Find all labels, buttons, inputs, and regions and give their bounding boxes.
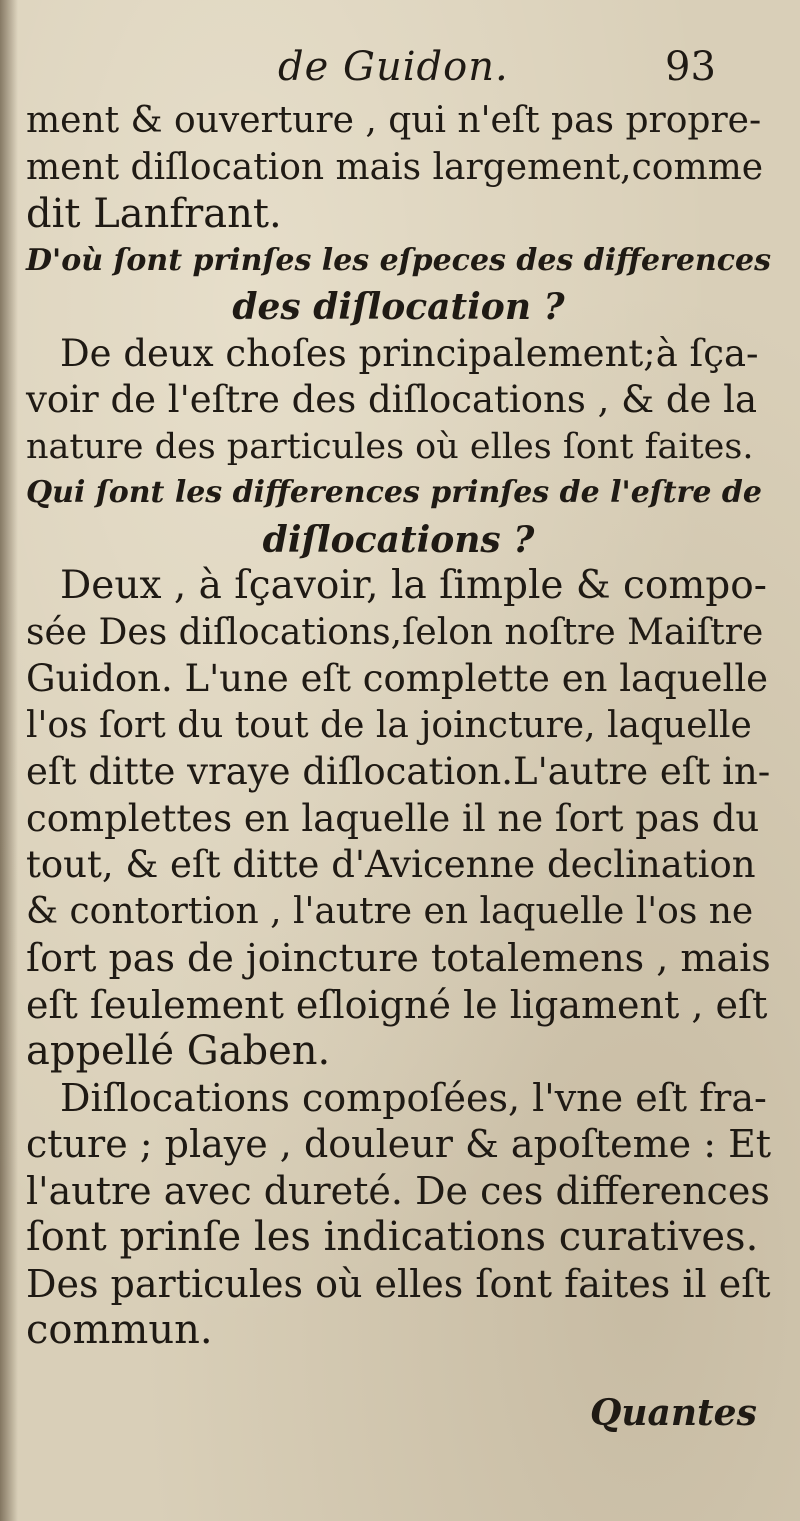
text-line: l'os ſort du tout de la joincture, laquelle <box>26 704 752 746</box>
text-line: & contortion , l'autre en laquelle l'os ne <box>26 890 754 932</box>
text-line: l'autre avec dureté. De ces differences <box>26 1168 770 1213</box>
catchword: Quantes <box>590 1392 757 1434</box>
text-line: Deux , à ſçavoir, la ſimple & compo- <box>60 563 767 608</box>
text-line: eſt ditte vraye diſlocation.L'autre eſt in- <box>26 750 771 793</box>
text-line: voir de l'eſtre des diſlocations , & de la <box>26 378 758 421</box>
text-line: Diſlocations compoſées, l'vne eſt fra- <box>60 1075 767 1120</box>
text-line: dit Lanfrant. <box>26 191 282 237</box>
binding-shadow <box>0 0 18 1521</box>
body-text <box>26 98 771 1354</box>
text-line: sée Des diſlocations,ſelon noſtre Maiſtre <box>26 611 764 653</box>
question-heading: Qui ſont les differences prinſes de l'eſtre de <box>26 475 762 510</box>
text-line: appellé Gaben. <box>26 1028 331 1074</box>
text-line: cture ; playe , douleur & apoſteme : Et <box>26 1122 772 1166</box>
page-header <box>0 44 800 94</box>
text-line: ſort pas de joincture totalemens , mais <box>26 936 771 980</box>
text-line: Guidon. L'une eſt complette en laquelle <box>26 657 769 700</box>
text-line: nature des particules où elles ſont faites. <box>26 426 754 467</box>
text-line: ment & ouverture , qui n'eſt pas propre- <box>26 100 762 141</box>
text-line: Des particules où elles ſont faites il eſt <box>26 1261 771 1306</box>
text-line: ment diſlocation mais largement,comme <box>26 146 764 188</box>
text-line: tout, & eſt ditte d'Avicenne declination <box>26 843 756 886</box>
text-line: complettes en laquelle il ne ſort pas du <box>26 796 760 840</box>
page-number: 93 <box>665 44 716 90</box>
text-line: eſt ſeulement eſloigné le ligament , eſt <box>26 982 768 1027</box>
question-heading: des diſlocation ? <box>232 286 565 328</box>
question-heading: D'où ſont prinſes les eſpeces des differences <box>26 242 771 278</box>
question-heading: diſlocations ? <box>262 518 535 561</box>
text-line: De deux choſes principalement;à ſça- <box>60 331 759 375</box>
text-line: ſont prinſe les indications curatives. <box>26 1214 759 1260</box>
running-title: de Guidon. <box>278 44 509 90</box>
text-line: commun. <box>26 1307 213 1353</box>
